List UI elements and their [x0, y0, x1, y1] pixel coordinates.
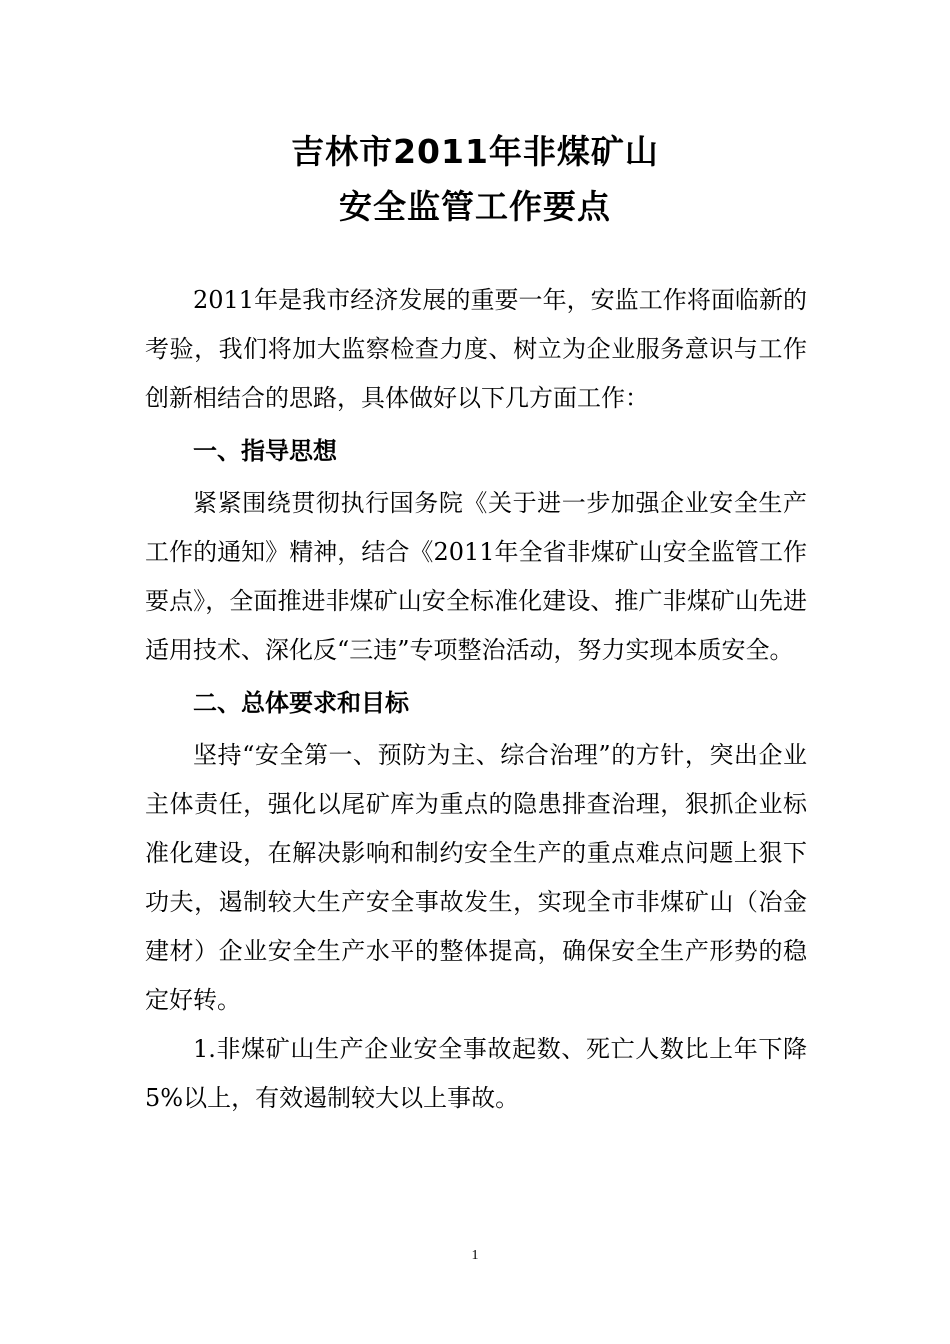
- section1-heading: 一、指导思想: [193, 437, 337, 465]
- section2-heading: 二、总体要求和目标: [193, 689, 409, 717]
- section2-paragraph: 坚持“安全第一、预防为主、综合治理”的方针，突出企业主体责任，强化以尾矿库为重点的隐患排查治理，狠抓企业标准化建设，在解决影响和制约安全生产的重点难点问题上狠下功夫，遏制较大生产安全事故发生，实现全市非煤矿山（冶金建材）企业安全生产水平的整体提高，确保安全生产形势的稳定好转。: [145, 741, 807, 1014]
- item1-paragraph: 1.非煤矿山生产企业安全事故起数、死亡人数比上年下降 5%以上，有效遏制较大以上事故。: [145, 1035, 807, 1112]
- document-title-line2: 安全监管工作要点: [339, 187, 611, 226]
- section1-paragraph: 紧紧围绕贯彻执行国务院《关于进一步加强企业安全生产工作的通知》精神，结合《2011年全省非煤矿山安全监管工作要点》，全面推进非煤矿山安全标准化建设、推广非煤矿山先进适用技术、深化反“三违”专项整治活动，努力实现本质安全。: [145, 489, 807, 664]
- document-body: [145, 276, 807, 1123]
- intro-paragraph: 2011年是我市经济发展的重要一年，安监工作将面临新的考验，我们将加大监察检查力度、树立为企业服务意识与工作创新相结合的思路，具体做好以下几方面工作：: [145, 286, 807, 412]
- document-title-line1: 吉林市2011年非煤矿山: [291, 132, 659, 171]
- page-number: 1: [471, 1248, 479, 1263]
